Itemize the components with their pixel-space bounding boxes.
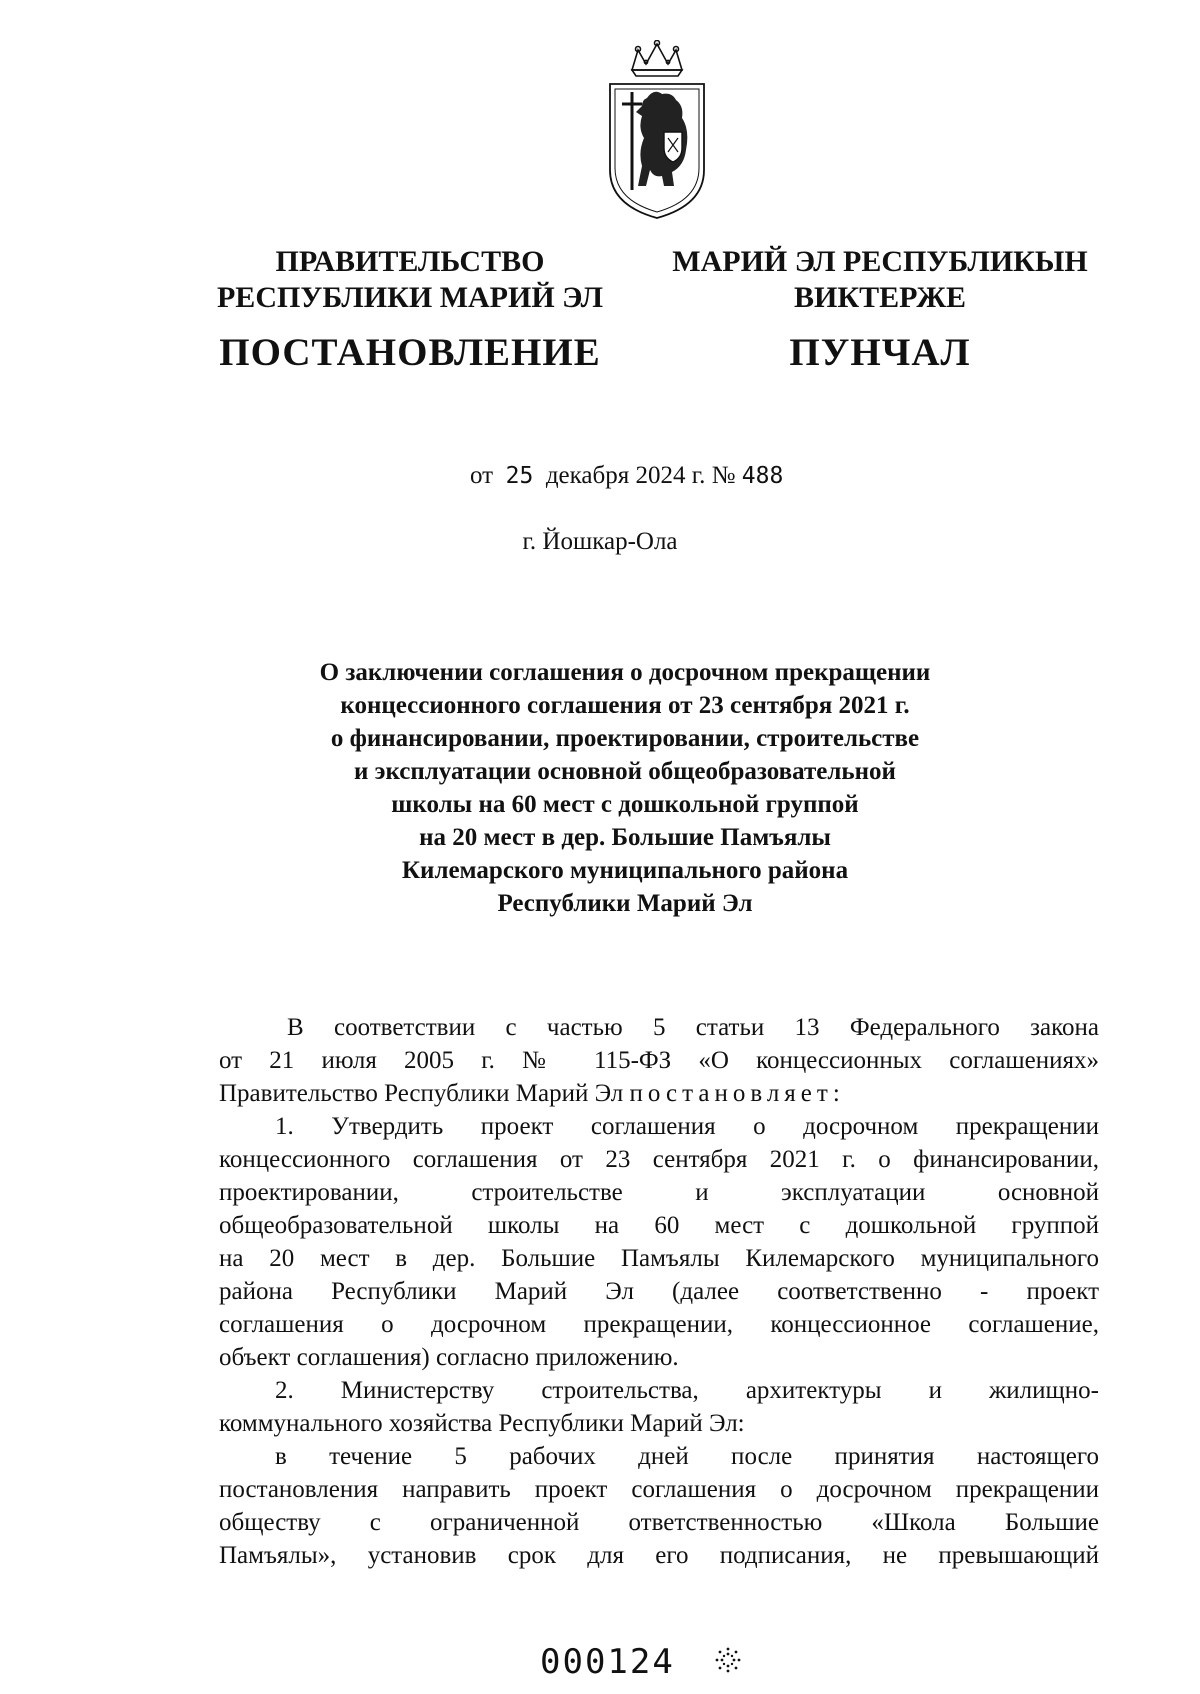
date-prefix: от <box>470 462 494 489</box>
body-line: коммунального хозяйства Республики Марий Эл: <box>219 1410 745 1437</box>
title-line: концессионного соглашения от 23 сентября 2021 г. <box>340 692 910 719</box>
body-line: 2. Министерству строительства, архитектуры и жилищно- <box>275 1377 1099 1404</box>
government-name-mari-line-1: МАРИЙ ЭЛ РЕСПУБЛИКЫН <box>672 245 1088 278</box>
date-day: 25 <box>505 463 534 489</box>
body-line: 1. Утвердить проект соглашения о досрочном прекращении <box>275 1113 1099 1140</box>
body-line: в течение 5 рабочих дней после принятия настоящего <box>275 1443 1099 1470</box>
title-line: о финансировании, проектировании, строительстве <box>330 725 920 752</box>
body-line: обществу с ограниченной ответственностью «Школа Большие <box>219 1509 1099 1536</box>
act-type-ru: ПОСТАНОВЛЕНИЕ <box>219 331 601 374</box>
form-serial-number: 000124 <box>540 1642 675 1682</box>
government-name-ru-line-1: ПРАВИТЕЛЬСТВО <box>275 245 545 278</box>
body-line: постановления направить проект соглашения о досрочном прекращении <box>219 1476 1099 1503</box>
body-line: общеобразовательной школы на 60 мест с дошкольной группой <box>219 1212 1099 1239</box>
body-line: района Республики Марий Эл (далее соответственно - проект <box>219 1278 1099 1305</box>
body-line: от 21 июля 2005 г. № 115-ФЗ «О концессионных соглашениях» <box>219 1047 1099 1074</box>
title-line: Килемарского муниципального района <box>401 857 849 884</box>
government-name-ru-line-2: РЕСПУБЛИКИ МАРИЙ ЭЛ <box>216 281 603 314</box>
resolution-subject: Правительство Республики Марий Эл <box>219 1080 624 1107</box>
title-line: школы на 60 мест с дошкольной группой <box>391 791 859 818</box>
document-title <box>250 656 1000 920</box>
body-line: проектировании, строительстве и эксплуатации основной <box>219 1179 1099 1206</box>
body-line: на 20 мест в дер. Большие Памъялы Килемарского муниципального <box>219 1245 1099 1272</box>
document-body <box>219 1011 1099 1572</box>
dotted-star-icon <box>714 1646 742 1674</box>
government-name-mari <box>660 244 1100 316</box>
government-name-mari-line-2: ВИКТЕРЖЕ <box>793 281 967 314</box>
coat-of-arms-bear-icon <box>602 40 712 220</box>
resolution-verb: постановляет: <box>629 1080 845 1107</box>
title-line: на 20 мест в дер. Большие Памъялы <box>419 824 831 851</box>
document-number: 488 <box>741 463 784 489</box>
title-line: О заключении соглашения о досрочном прекращении <box>319 659 931 686</box>
body-line: Памъялы», установив срок для его подписания, не превышающий <box>219 1542 1099 1569</box>
city: г. Йошкар-Ола <box>522 528 678 555</box>
date-line <box>470 462 783 490</box>
body-line: В соответствии с частью 5 статьи 13 Федерального закона <box>287 1014 1099 1041</box>
government-name-ru <box>200 244 620 316</box>
date-month-year: декабря 2024 г. № <box>545 462 736 489</box>
title-line: Республики Марий Эл <box>497 890 753 917</box>
body-line <box>219 1077 1099 1110</box>
body-line: соглашения о досрочном прекращении, концессионное соглашение, <box>219 1311 1099 1338</box>
body-line: объект соглашения) согласно приложению. <box>219 1344 679 1371</box>
body-line: концессионного соглашения от 23 сентября 2021 г. о финансировании, <box>219 1146 1099 1173</box>
title-line: и эксплуатации основной общеобразовательной <box>354 758 896 785</box>
act-type-mari: ПУНЧАЛ <box>789 331 971 374</box>
